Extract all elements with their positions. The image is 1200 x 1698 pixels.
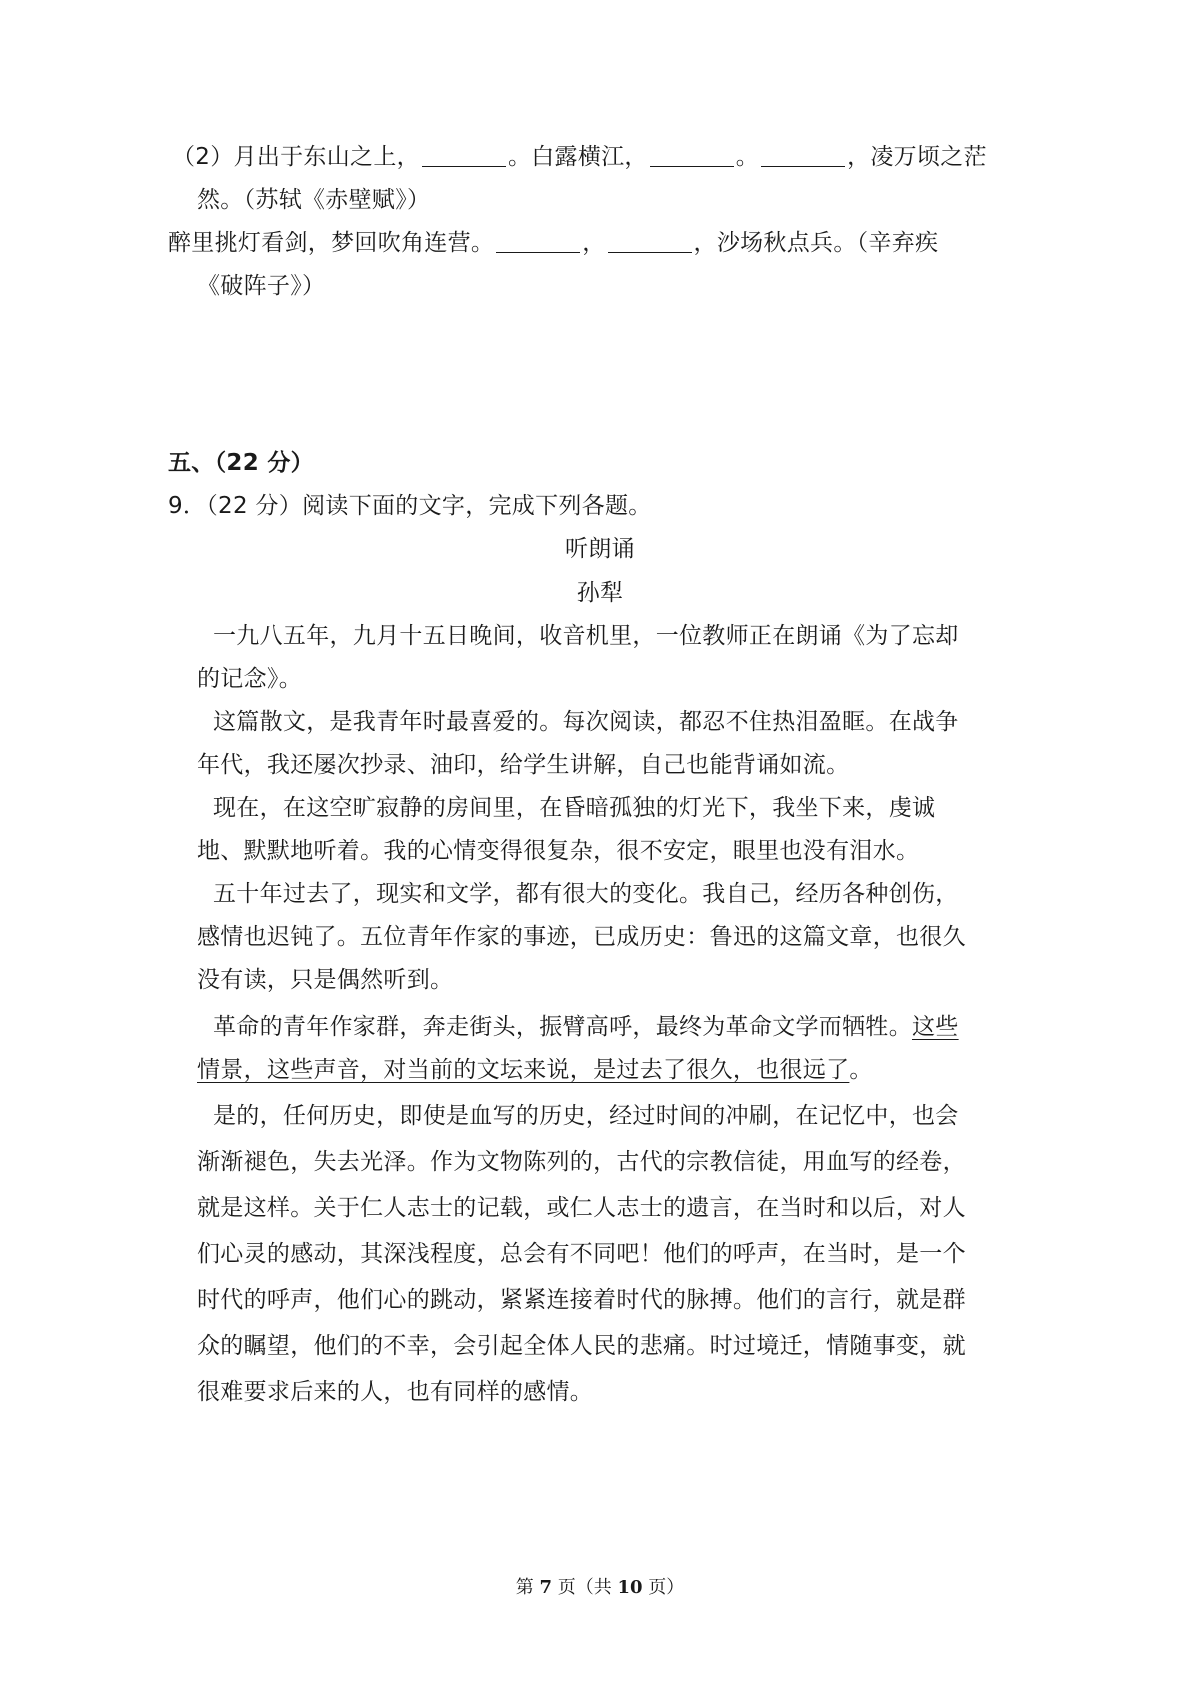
- article-line: 现在，在这空旷寂静的房间里，在昏暗孤独的灯光下，我坐下来，虔诚: [213, 795, 936, 821]
- article-text: 革命的青年作家群，奔走街头，振臂高呼，最终为革命文学而牺牲。: [213, 1014, 912, 1040]
- article-title: 听朗诵: [565, 536, 635, 562]
- answer-blank[interactable]: [422, 144, 506, 167]
- page-footer: [0, 1576, 1200, 1600]
- article-line: [213, 1012, 1200, 1042]
- article-line: [197, 1055, 1200, 1085]
- article-line: 就是这样。关于仁人志士的记载，或仁人志士的遗言，在当时和以后，对人: [197, 1195, 966, 1221]
- article-text: 。: [849, 1057, 873, 1083]
- article-line: 时代的呼声，他们心的跳动，紧紧连接着时代的脉搏。他们的言行，就是群: [197, 1287, 966, 1313]
- section-title: 五、（22 分）: [168, 450, 314, 476]
- total-pages: 10: [617, 1577, 643, 1598]
- answer-blank[interactable]: [761, 144, 845, 167]
- poem-text: （2）月出于东山之上，: [172, 144, 420, 170]
- article-line: 地、默默地听着。我的心情变得很复杂，很不安定，眼里也没有泪水。: [197, 838, 920, 864]
- article-line: 的记念》。: [197, 666, 302, 692]
- article-line: 渐渐褪色，失去光泽。作为文物陈列的，古代的宗教信徒，用血写的经卷，: [197, 1149, 966, 1175]
- article-line: 众的瞩望，他们的不幸，会引起全体人民的悲痛。时过境迁，情随事变，就: [197, 1333, 966, 1359]
- footer-text: 第: [515, 1577, 540, 1598]
- poem-q3-line1: [168, 228, 1200, 258]
- question-prompt: 9．（22 分）阅读下面的文字，完成下列各题。: [168, 493, 652, 519]
- article-line: 们心灵的感动，其深浅程度，总会有不同吧！他们的呼声，在当时，是一个: [197, 1241, 966, 1267]
- article-line: 一九八五年，九月十五日晚间，收音机里，一位教师正在朗诵《为了忘却: [213, 623, 959, 649]
- answer-blank[interactable]: [608, 230, 692, 253]
- poem-text: ，凌万顷之茫: [847, 144, 987, 170]
- answer-blank[interactable]: [496, 230, 580, 253]
- article-line: 没有读，只是偶然听到。: [197, 967, 454, 993]
- underlined-sentence: 情景，这些声音，对当前的文坛来说，是过去了很久，也很远了: [197, 1057, 850, 1083]
- underlined-sentence: 这些: [912, 1014, 959, 1040]
- footer-text: 页（共: [552, 1577, 618, 1598]
- poem-q2-line1: [172, 142, 1200, 172]
- poem-text: 醉里挑灯看剑，梦回吹角连营。: [168, 230, 495, 256]
- poem-text: 。白露横江，: [507, 144, 648, 170]
- article-author: 孙犁: [576, 580, 624, 606]
- article-line: 感情也迟钝了。五位青年作家的事迹，已成历史：鲁迅的这篇文章，也很久: [197, 924, 966, 950]
- article-line: 这篇散文，是我青年时最喜爱的。每次阅读，都忍不住热泪盈眶。在战争: [213, 709, 959, 735]
- poem-text: 。: [735, 144, 760, 170]
- poem-text: ，: [582, 230, 606, 256]
- article-line: 是的，任何历史，即使是血写的历史，经过时间的冲刷，在记忆中，也会: [213, 1103, 959, 1129]
- footer-text: 页）: [642, 1577, 685, 1598]
- poem-q2-line2: 然。（苏轼《赤壁赋》）: [197, 187, 431, 213]
- article-line: 年代，我还屡次抄录、油印，给学生讲解，自己也能背诵如流。: [197, 752, 850, 778]
- poem-q3-line2: 《破阵子》）: [197, 273, 326, 299]
- page-number: 7: [539, 1577, 552, 1598]
- poem-text: ，沙场秋点兵。（辛弃疾: [693, 230, 939, 256]
- article-line: 很难要求后来的人，也有同样的感情。: [197, 1379, 594, 1405]
- article-line: 五十年过去了，现实和文学，都有很大的变化。我自己，经历各种创伤，: [213, 881, 959, 907]
- answer-blank[interactable]: [650, 144, 734, 167]
